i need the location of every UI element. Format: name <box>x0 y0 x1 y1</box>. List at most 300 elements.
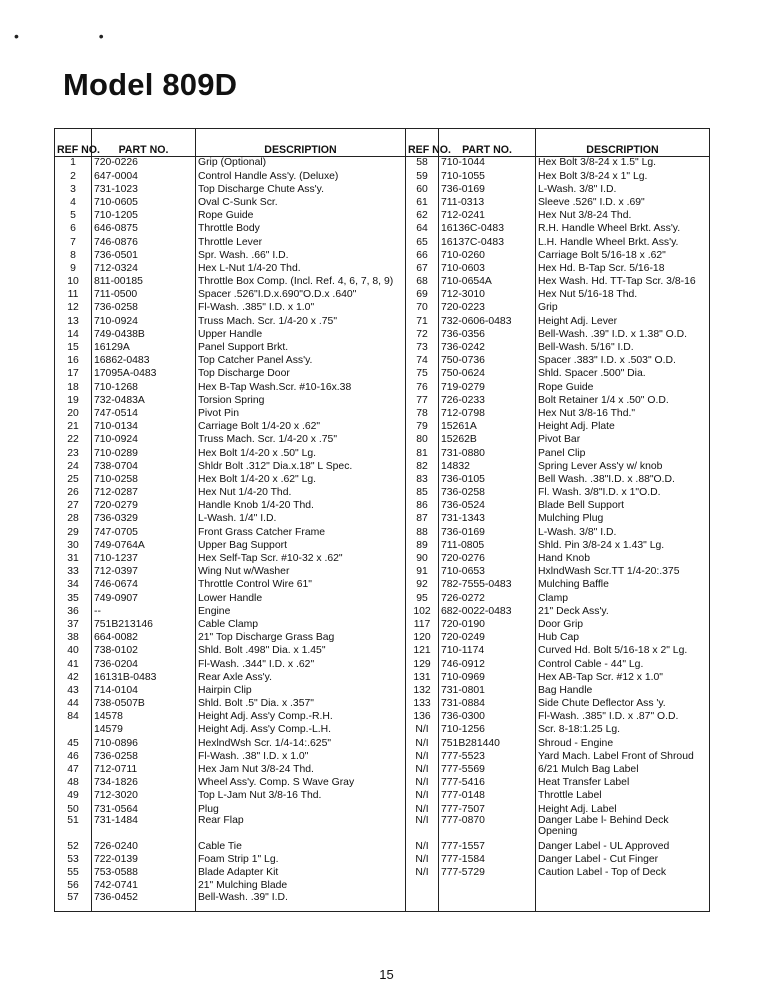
right-description-cell: Bag Handle <box>536 685 710 698</box>
right-ref-no-cell: 85 <box>406 487 439 500</box>
right-part-no-cell: 746-0912 <box>439 658 536 671</box>
right-description-cell: 21" Deck Ass'y. <box>536 605 710 618</box>
right-description-cell: Curved Hd. Bolt 5/16-18 x 2" Lg. <box>536 645 710 658</box>
left-description-cell: Upper Bag Support <box>196 539 406 552</box>
right-ref-no-cell: 91 <box>406 566 439 579</box>
left-ref-no-cell: 29 <box>55 526 92 539</box>
right-description-cell: L.H. Handle Wheel Brkt. Ass'y. <box>536 236 710 249</box>
right-ref-no-cell: 136 <box>406 711 439 724</box>
left-part-no-cell: 749-0438B <box>92 328 196 341</box>
left-part-no-cell: 710-0605 <box>92 197 196 210</box>
right-ref-no-cell: 61 <box>406 197 439 210</box>
header-ref-no: REF NO. <box>55 129 92 157</box>
left-part-no-cell: 711-0500 <box>92 289 196 302</box>
left-ref-no-cell: 49 <box>55 790 92 803</box>
right-ref-no-cell: 133 <box>406 698 439 711</box>
right-ref-no-cell: 64 <box>406 223 439 236</box>
table-row <box>55 777 710 790</box>
right-part-no-cell: 736-0169 <box>439 526 536 539</box>
right-part-no-cell: 16137C-0483 <box>439 236 536 249</box>
right-part-no-cell: 777-0148 <box>439 790 536 803</box>
right-part-no-cell: 720-0276 <box>439 553 536 566</box>
left-part-no-cell: 710-0924 <box>92 315 196 328</box>
right-ref-no-cell: 86 <box>406 500 439 513</box>
left-ref-no-cell: 53 <box>55 854 92 867</box>
right-description-cell: Grip <box>536 302 710 315</box>
right-part-no-cell: 736-0356 <box>439 328 536 341</box>
right-description-cell: Sleeve .526" I.D. x .69" <box>536 197 710 210</box>
left-part-no-cell: 16129A <box>92 342 196 355</box>
left-ref-no-cell: 13 <box>55 315 92 328</box>
right-part-no-cell: 710-1256 <box>439 724 536 737</box>
table-row <box>55 223 710 236</box>
right-ref-no-cell: 117 <box>406 619 439 632</box>
parts-table-body <box>55 157 710 912</box>
left-description-cell: Fl-Wash. .38" I.D. x 1.0" <box>196 750 406 763</box>
table-row <box>55 685 710 698</box>
left-ref-no-cell: 33 <box>55 566 92 579</box>
left-description-cell: 21" Top Discharge Grass Bag <box>196 632 406 645</box>
right-part-no-cell: 732-0606-0483 <box>439 315 536 328</box>
right-part-no-cell: 720-0249 <box>439 632 536 645</box>
right-part-no-cell: 710-0653 <box>439 566 536 579</box>
left-description-cell: HexlndWsh Scr. 1/4-14:.625" <box>196 737 406 750</box>
right-description-cell: Hex AB-Tap Scr. #12 x 1.0" <box>536 671 710 684</box>
right-part-no-cell: 726-0272 <box>439 592 536 605</box>
right-ref-no-cell: 62 <box>406 210 439 223</box>
right-description-cell: Bell Wash. .38"I.D. x .88"O.D. <box>536 474 710 487</box>
left-ref-no-cell: 16 <box>55 355 92 368</box>
right-ref-no-cell: 131 <box>406 671 439 684</box>
left-part-no-cell: 16131B-0483 <box>92 671 196 684</box>
right-ref-no-cell: 76 <box>406 381 439 394</box>
table-row <box>55 671 710 684</box>
right-description-cell: R.H. Handle Wheel Brkt. Ass'y. <box>536 223 710 236</box>
right-ref-no-cell: 80 <box>406 434 439 447</box>
left-description-cell: Rear Flap <box>196 816 406 840</box>
right-part-no-cell: 777-1557 <box>439 840 536 853</box>
left-description-cell: Hairpin Clip <box>196 685 406 698</box>
right-description-cell: Mulching Baffle <box>536 579 710 592</box>
left-ref-no-cell: 5 <box>55 210 92 223</box>
table-row <box>55 210 710 223</box>
right-part-no-cell: 710-0603 <box>439 263 536 276</box>
left-ref-no-cell: 10 <box>55 276 92 289</box>
right-ref-no-cell: 60 <box>406 183 439 196</box>
right-description-cell: Bell-Wash. .39" I.D. x 1.38" O.D. <box>536 328 710 341</box>
left-description-cell: L-Wash. 1/4" I.D. <box>196 513 406 526</box>
right-part-no-cell: 710-0654A <box>439 276 536 289</box>
table-row <box>55 539 710 552</box>
left-part-no-cell: 746-0876 <box>92 236 196 249</box>
left-ref-no-cell: 9 <box>55 263 92 276</box>
right-description-cell: Hex Bolt 3/8-24 x 1" Lg. <box>536 170 710 183</box>
left-part-no-cell: 712-3020 <box>92 790 196 803</box>
right-ref-no-cell: N/I <box>406 803 439 816</box>
right-ref-no-cell: N/I <box>406 750 439 763</box>
table-row <box>55 460 710 473</box>
right-description-cell: Hex Nut 5/16-18 Thd. <box>536 289 710 302</box>
table-row <box>55 487 710 500</box>
table-row <box>55 434 710 447</box>
right-description-cell: Door Grip <box>536 619 710 632</box>
right-part-no-cell: 777-7507 <box>439 803 536 816</box>
right-ref-no-cell: 81 <box>406 447 439 460</box>
right-description-cell: HxlndWash Scr.TT 1/4-20:.375 <box>536 566 710 579</box>
right-description-cell: Control Cable - 44" Lg. <box>536 658 710 671</box>
left-description-cell: Shld. Bolt .498" Dia. x 1.45" <box>196 645 406 658</box>
left-part-no-cell: 731-1023 <box>92 183 196 196</box>
left-description-cell: Pivot Pin <box>196 408 406 421</box>
left-part-no-cell: 647-0004 <box>92 170 196 183</box>
table-row <box>55 750 710 763</box>
right-part-no-cell: 736-0524 <box>439 500 536 513</box>
right-part-no-cell: 777-5523 <box>439 750 536 763</box>
left-part-no-cell: 742-0741 <box>92 880 196 893</box>
left-part-no-cell: 736-0452 <box>92 893 196 912</box>
right-description-cell: Danger Labe l- Behind Deck Opening <box>536 816 710 840</box>
left-ref-no-cell: 3 <box>55 183 92 196</box>
right-ref-no-cell: 70 <box>406 302 439 315</box>
right-ref-no-cell: 65 <box>406 236 439 249</box>
right-description-cell: Hex Nut 3/8-24 Thd. <box>536 210 710 223</box>
left-part-no-cell: 664-0082 <box>92 632 196 645</box>
left-description-cell: Oval C-Sunk Scr. <box>196 197 406 210</box>
left-ref-no-cell: 55 <box>55 867 92 880</box>
right-part-no-cell: 710-0260 <box>439 249 536 262</box>
right-description-cell: 6/21 Mulch Bag Label <box>536 764 710 777</box>
left-part-no-cell: 710-1205 <box>92 210 196 223</box>
right-part-no-cell: 736-0300 <box>439 711 536 724</box>
table-row <box>55 867 710 880</box>
table-row <box>55 249 710 262</box>
left-ref-no-cell: 30 <box>55 539 92 552</box>
right-ref-no-cell: 120 <box>406 632 439 645</box>
left-part-no-cell: 710-0134 <box>92 421 196 434</box>
table-row <box>55 553 710 566</box>
right-description-cell: Bell-Wash. 5/16" I.D. <box>536 342 710 355</box>
right-part-no-cell: 736-0169 <box>439 183 536 196</box>
left-description-cell: Top Discharge Door <box>196 368 406 381</box>
right-ref-no-cell: N/I <box>406 724 439 737</box>
left-part-no-cell: 710-0289 <box>92 447 196 460</box>
left-description-cell: Fl-Wash. .385" I.D. x 1.0" <box>196 302 406 315</box>
right-ref-no-cell: 87 <box>406 513 439 526</box>
table-row <box>55 605 710 618</box>
table-row <box>55 302 710 315</box>
right-description-cell: Shld. Pin 3/8-24 x 1.43" Lg. <box>536 539 710 552</box>
left-part-no-cell: 712-0711 <box>92 764 196 777</box>
right-part-no-cell <box>439 893 536 912</box>
left-ref-no-cell: 23 <box>55 447 92 460</box>
right-part-no-cell: 712-0798 <box>439 408 536 421</box>
left-ref-no-cell: 46 <box>55 750 92 763</box>
table-row <box>55 368 710 381</box>
table-row <box>55 698 710 711</box>
table-row <box>55 474 710 487</box>
table-row <box>55 737 710 750</box>
left-part-no-cell: 753-0588 <box>92 867 196 880</box>
right-description-cell <box>536 893 710 912</box>
right-ref-no-cell: 95 <box>406 592 439 605</box>
left-description-cell: Throttle Lever <box>196 236 406 249</box>
table-row <box>55 355 710 368</box>
left-ref-no-cell: 45 <box>55 737 92 750</box>
left-description-cell: Hex Bolt 1/4-20 x .62" Lg. <box>196 474 406 487</box>
left-ref-no-cell: 24 <box>55 460 92 473</box>
table-row <box>55 328 710 341</box>
right-ref-no-cell: 129 <box>406 658 439 671</box>
left-ref-no-cell: 47 <box>55 764 92 777</box>
table-row <box>55 170 710 183</box>
right-ref-no-cell: 73 <box>406 342 439 355</box>
right-ref-no-cell: N/I <box>406 840 439 853</box>
left-part-no-cell: -- <box>92 605 196 618</box>
table-row <box>55 816 710 840</box>
right-ref-no-cell: 59 <box>406 170 439 183</box>
right-part-no-cell: 710-0969 <box>439 671 536 684</box>
right-part-no-cell: 720-0223 <box>439 302 536 315</box>
right-description-cell: Panel Clip <box>536 447 710 460</box>
table-row <box>55 566 710 579</box>
right-part-no-cell: 726-0233 <box>439 394 536 407</box>
right-ref-no-cell: 82 <box>406 460 439 473</box>
left-ref-no-cell: 37 <box>55 619 92 632</box>
right-part-no-cell: 710-1055 <box>439 170 536 183</box>
right-description-cell: Height Adj. Label <box>536 803 710 816</box>
right-ref-no-cell: 83 <box>406 474 439 487</box>
left-description-cell: Throttle Box Comp. (Incl. Ref. 4, 6, 7, 8, 9) <box>196 276 406 289</box>
right-part-no-cell: 682-0022-0483 <box>439 605 536 618</box>
left-part-no-cell: 747-0514 <box>92 408 196 421</box>
left-description-cell: Torsion Spring <box>196 394 406 407</box>
right-description-cell: Hand Knob <box>536 553 710 566</box>
right-description-cell: Shroud - Engine <box>536 737 710 750</box>
right-description-cell: Spacer .383" I.D. x .503" O.D. <box>536 355 710 368</box>
left-description-cell: Plug <box>196 803 406 816</box>
left-ref-no-cell <box>55 724 92 737</box>
right-part-no-cell <box>439 880 536 893</box>
left-description-cell: Top Catcher Panel Ass'y. <box>196 355 406 368</box>
right-ref-no-cell: 77 <box>406 394 439 407</box>
right-description-cell: Mulching Plug <box>536 513 710 526</box>
page-number: 15 <box>379 967 394 982</box>
left-ref-no-cell: 50 <box>55 803 92 816</box>
right-ref-no-cell: 79 <box>406 421 439 434</box>
left-part-no-cell: 751B213146 <box>92 619 196 632</box>
left-description-cell: Fl-Wash. .344" I.D. x .62" <box>196 658 406 671</box>
table-row <box>55 764 710 777</box>
left-description-cell: 21" Mulching Blade <box>196 880 406 893</box>
right-ref-no-cell: 102 <box>406 605 439 618</box>
right-part-no-cell: 751B281440 <box>439 737 536 750</box>
right-part-no-cell: 712-0241 <box>439 210 536 223</box>
left-description-cell: Truss Mach. Scr. 1/4-20 x .75" <box>196 315 406 328</box>
header-description-right: DESCRIPTION <box>536 129 710 157</box>
left-part-no-cell: 722-0139 <box>92 854 196 867</box>
left-part-no-cell: 738-0704 <box>92 460 196 473</box>
right-part-no-cell: 16136C-0483 <box>439 223 536 236</box>
left-ref-no-cell: 48 <box>55 777 92 790</box>
table-row <box>55 381 710 394</box>
header-description: DESCRIPTION <box>196 129 406 157</box>
right-description-cell: Spring Lever Ass'y w/ knob <box>536 460 710 473</box>
left-part-no-cell: 811-00185 <box>92 276 196 289</box>
right-part-no-cell: 710-1044 <box>439 157 536 171</box>
left-ref-no-cell: 6 <box>55 223 92 236</box>
right-part-no-cell: 777-0870 <box>439 816 536 840</box>
right-ref-no-cell: 88 <box>406 526 439 539</box>
left-ref-no-cell: 31 <box>55 553 92 566</box>
right-part-no-cell: 750-0736 <box>439 355 536 368</box>
left-ref-no-cell: 25 <box>55 474 92 487</box>
right-part-no-cell: 731-0880 <box>439 447 536 460</box>
left-description-cell: Blade Adapter Kit <box>196 867 406 880</box>
table-row <box>55 579 710 592</box>
left-description-cell: Cable Clamp <box>196 619 406 632</box>
left-description-cell: Cable Tie <box>196 840 406 853</box>
left-description-cell: Rope Guide <box>196 210 406 223</box>
left-part-no-cell: 14579 <box>92 724 196 737</box>
left-part-no-cell: 738-0102 <box>92 645 196 658</box>
right-description-cell: Blade Bell Support <box>536 500 710 513</box>
table-row <box>55 790 710 803</box>
right-part-no-cell: 736-0242 <box>439 342 536 355</box>
right-part-no-cell: 711-0805 <box>439 539 536 552</box>
right-part-no-cell: 777-1584 <box>439 854 536 867</box>
table-row <box>55 632 710 645</box>
left-ref-no-cell: 18 <box>55 381 92 394</box>
left-ref-no-cell: 44 <box>55 698 92 711</box>
right-ref-no-cell: N/I <box>406 790 439 803</box>
left-part-no-cell: 736-0258 <box>92 302 196 315</box>
right-description-cell: Bolt Retainer 1/4 x .50" O.D. <box>536 394 710 407</box>
left-ref-no-cell: 40 <box>55 645 92 658</box>
right-description-cell: L-Wash. 3/8" I.D. <box>536 526 710 539</box>
right-ref-no-cell: N/I <box>406 777 439 790</box>
right-part-no-cell: 777-5729 <box>439 867 536 880</box>
right-description-cell: Side Chute Deflector Ass 'y. <box>536 698 710 711</box>
left-description-cell: Throttle Control Wire 61" <box>196 579 406 592</box>
left-description-cell: Upper Handle <box>196 328 406 341</box>
left-description-cell: Throttle Body <box>196 223 406 236</box>
right-ref-no-cell: 74 <box>406 355 439 368</box>
header-part-no-right: PART NO. <box>439 129 536 157</box>
left-part-no-cell: 734-1826 <box>92 777 196 790</box>
left-part-no-cell: 720-0226 <box>92 157 196 171</box>
right-ref-no-cell: 89 <box>406 539 439 552</box>
left-description-cell: Wheel Ass'y. Comp. S Wave Gray <box>196 777 406 790</box>
left-part-no-cell: 712-0287 <box>92 487 196 500</box>
right-description-cell: Hub Cap <box>536 632 710 645</box>
left-description-cell: Grip (Optional) <box>196 157 406 171</box>
left-part-no-cell: 749-0907 <box>92 592 196 605</box>
right-ref-no-cell: N/I <box>406 816 439 840</box>
table-header-row <box>55 129 710 157</box>
left-part-no-cell: 736-0258 <box>92 750 196 763</box>
left-ref-no-cell: 56 <box>55 880 92 893</box>
right-ref-no-cell: N/I <box>406 854 439 867</box>
left-description-cell: Shldr Bolt .312" Dia.x.18" L Spec. <box>196 460 406 473</box>
left-description-cell: Top Discharge Chute Ass'y. <box>196 183 406 196</box>
right-description-cell: Carriage Bolt 5/16-18 x .62" <box>536 249 710 262</box>
right-ref-no-cell: 90 <box>406 553 439 566</box>
left-part-no-cell: 710-0258 <box>92 474 196 487</box>
left-description-cell: Hex Bolt 1/4-20 x .50" Lg. <box>196 447 406 460</box>
table-row <box>55 880 710 893</box>
left-description-cell: Hex B-Tap Wash.Scr. #10-16x.38 <box>196 381 406 394</box>
left-ref-no-cell: 17 <box>55 368 92 381</box>
right-ref-no-cell: 121 <box>406 645 439 658</box>
parts-list-table <box>54 128 710 912</box>
left-ref-no-cell: 12 <box>55 302 92 315</box>
left-description-cell: Engine <box>196 605 406 618</box>
right-description-cell: Clamp <box>536 592 710 605</box>
table-row <box>55 236 710 249</box>
table-row <box>55 619 710 632</box>
right-part-no-cell: 711-0313 <box>439 197 536 210</box>
right-ref-no-cell <box>406 880 439 893</box>
right-part-no-cell: 736-0258 <box>439 487 536 500</box>
left-description-cell: Truss Mach. Scr. 1/4-20 x .75" <box>196 434 406 447</box>
table-row <box>55 447 710 460</box>
left-ref-no-cell: 41 <box>55 658 92 671</box>
right-description-cell: Danger Label - Cut Finger <box>536 854 710 867</box>
right-part-no-cell: 719-0279 <box>439 381 536 394</box>
left-ref-no-cell: 1 <box>55 157 92 171</box>
left-description-cell: Control Handle Ass'y. (Deluxe) <box>196 170 406 183</box>
left-ref-no-cell: 27 <box>55 500 92 513</box>
right-description-cell: Heat Transfer Label <box>536 777 710 790</box>
right-description-cell: Height Adj. Plate <box>536 421 710 434</box>
left-ref-no-cell: 2 <box>55 170 92 183</box>
table-row <box>55 526 710 539</box>
left-ref-no-cell: 14 <box>55 328 92 341</box>
left-ref-no-cell: 4 <box>55 197 92 210</box>
page-title: Model 809D <box>63 67 238 102</box>
right-part-no-cell: 736-0105 <box>439 474 536 487</box>
right-ref-no-cell: 67 <box>406 263 439 276</box>
left-part-no-cell: 16862-0483 <box>92 355 196 368</box>
left-description-cell: Handle Knob 1/4-20 Thd. <box>196 500 406 513</box>
header-ref-no-right: REF NO. <box>406 129 439 157</box>
table-row <box>55 315 710 328</box>
right-part-no-cell: 710-1174 <box>439 645 536 658</box>
left-ref-no-cell: 26 <box>55 487 92 500</box>
right-ref-no-cell: 75 <box>406 368 439 381</box>
left-description-cell: Height Adj. Ass'y Comp.-L.H. <box>196 724 406 737</box>
left-part-no-cell: 17095A-0483 <box>92 368 196 381</box>
left-description-cell: Hex Jam Nut 3/8-24 Thd. <box>196 764 406 777</box>
left-ref-no-cell: 84 <box>55 711 92 724</box>
right-part-no-cell: 777-5569 <box>439 764 536 777</box>
left-description-cell: Shld. Bolt .5" Dia. x .357" <box>196 698 406 711</box>
left-part-no-cell: 746-0674 <box>92 579 196 592</box>
table-row <box>55 854 710 867</box>
left-ref-no-cell: 34 <box>55 579 92 592</box>
left-part-no-cell: 720-0279 <box>92 500 196 513</box>
table-row <box>55 197 710 210</box>
right-description-cell: Fl. Wash. 3/8"I.D. x 1"O.D. <box>536 487 710 500</box>
left-part-no-cell: 710-1268 <box>92 381 196 394</box>
right-ref-no-cell <box>406 893 439 912</box>
left-ref-no-cell: 28 <box>55 513 92 526</box>
left-ref-no-cell: 57 <box>55 893 92 912</box>
left-ref-no-cell: 8 <box>55 249 92 262</box>
left-part-no-cell: 14578 <box>92 711 196 724</box>
left-part-no-cell: 736-0501 <box>92 249 196 262</box>
left-description-cell: Front Grass Catcher Frame <box>196 526 406 539</box>
